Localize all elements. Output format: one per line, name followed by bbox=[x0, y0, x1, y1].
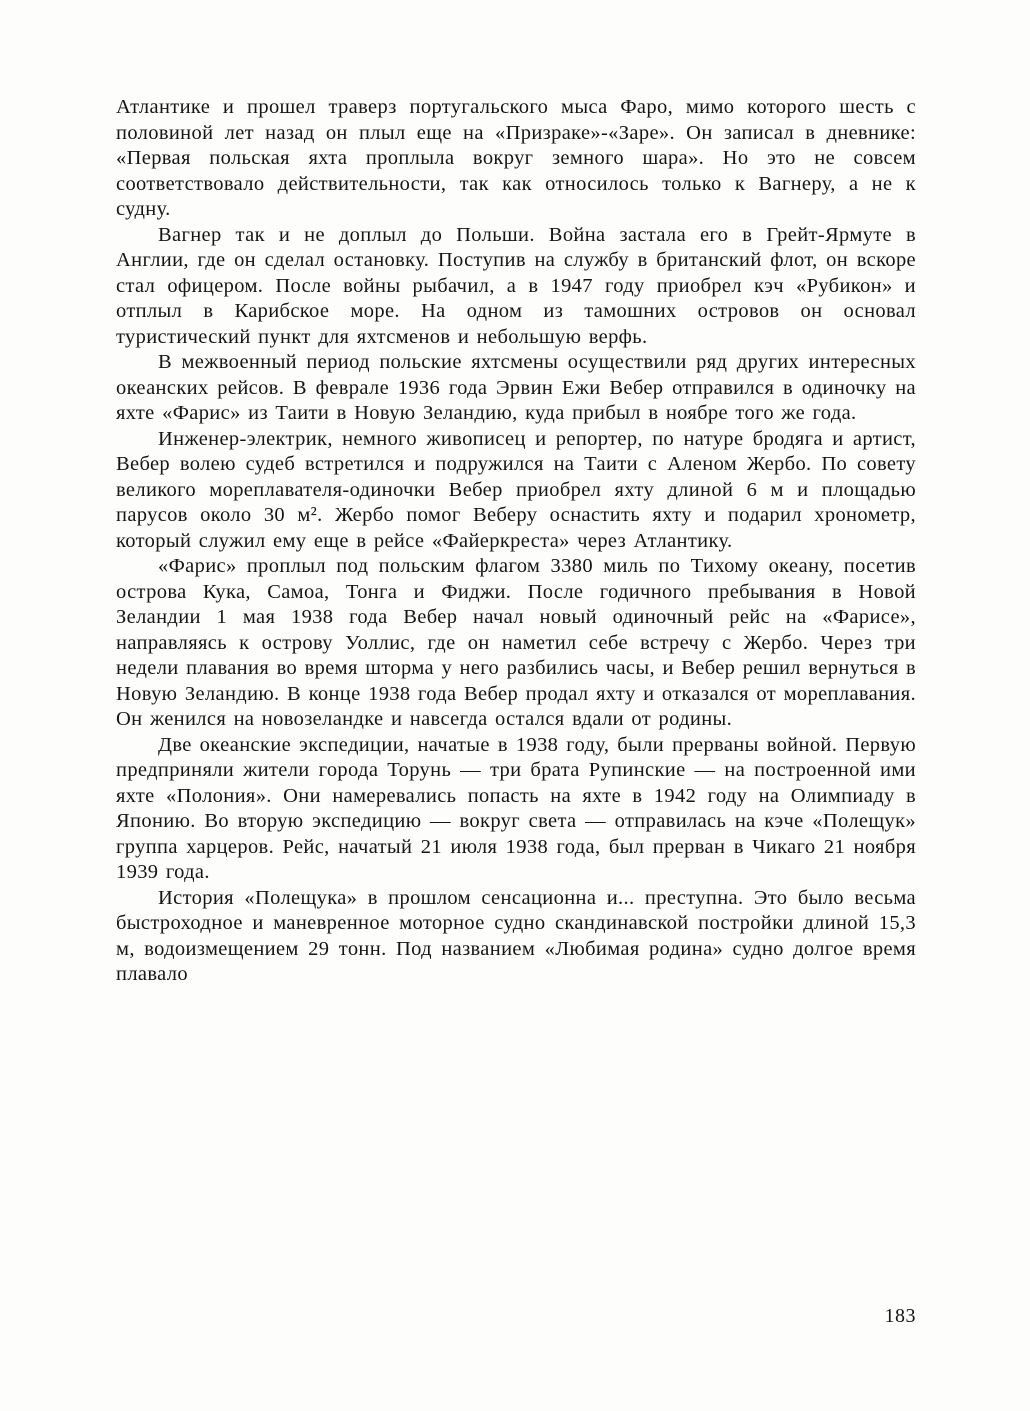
paragraph: Атлантике и прошел траверз португальского мыса Фаро, мимо которого шесть с половиной лет назад он плыл еще на «Призраке»-«Заре». Он записал в дневнике: «Первая польская яхта проплыла вокруг земного шара». Но это не совсем соответствовало действительности, так как относилось только к Вагнеру, а не к судну. bbox=[116, 96, 916, 220]
paragraph: История «Полещука» в прошлом сенсационна и... преступна. Это было весьма быстроходное и маневренное моторное судно скандинавской постройки длиной 15,3 м, водоизмещением 29 тонн. Под названием «Любимая родина» судно долгое время плавало bbox=[116, 886, 916, 985]
paragraph: Две океанские экспедиции, начатые в 1938 году, были прерваны войной. Первую предприняли жители города Торунь — три брата Рупинские — на построенной ими яхте «Полония». Они намеревались попасть на яхте в 1942 году на Олимпиаду в Японию. Во вторую экспедицию — вокруг света — отправилась на кэче «Полещук» группа харцеров. Рейс, начатый 21 июля 1938 года, был прерван в Чикаго 21 ноября 1939 года. bbox=[116, 733, 916, 883]
paragraph: «Фарис» проплыл под польским флагом 3380 миль по Тихому океану, посетив острова Кука, Самоа, Тонга и Фиджи. После годичного пребывания в Новой Зеландии 1 мая 1938 года Вебер начал новый одиночный рейс на «Фарисе», направляясь к острову Уоллис, где он наметил себе встречу с Жербо. Через три недели плавания во время шторма у него разбились часы, и Вебер решил вернуться в Новую Зеландию. В конце 1938 года Вебер продал яхту и отказался от мореплавания. Он женился на новозеландке и навсегда остался вдали от родины. bbox=[116, 555, 916, 730]
page-number: 183 bbox=[884, 1305, 916, 1327]
paragraph: В межвоенный период польские яхтсмены осуществили ряд других интересных океанских рейсов. В феврале 1936 года Эрвин Ежи Вебер отправился в одиночку на яхте «Фарис» из Таити в Новую Зеландию, куда прибыл в ноябре того же года. bbox=[116, 351, 916, 424]
paragraph: Инженер-электрик, немного живописец и репортер, по натуре бродяга и артист, Вебер волею судеб встретился и подружился на Таити с Аленом Жербо. По совету великого мореплавателя-одиночки Вебер приобрел яхту длиной 6 м и площадью парусов около 30 м². Жербо помог Веберу оснастить яхту и подарил хронометр, который служил ему еще в рейсе «Файеркреста» через Атлантику. bbox=[116, 427, 916, 552]
paragraph: Вагнер так и не доплыл до Польши. Война застала его в Грейт-Ярмуте в Англии, где он сделал остановку. Поступив на службу в британский флот, он вскоре стал офицером. После войны рыбачил, а в 1947 году приобрел кэч «Рубикон» и отплыл в Карибское море. На одном из тамошних островов он основал туристический пункт для яхтсменов и небольшую верфь. bbox=[116, 223, 916, 348]
page-text bbox=[116, 95, 916, 988]
